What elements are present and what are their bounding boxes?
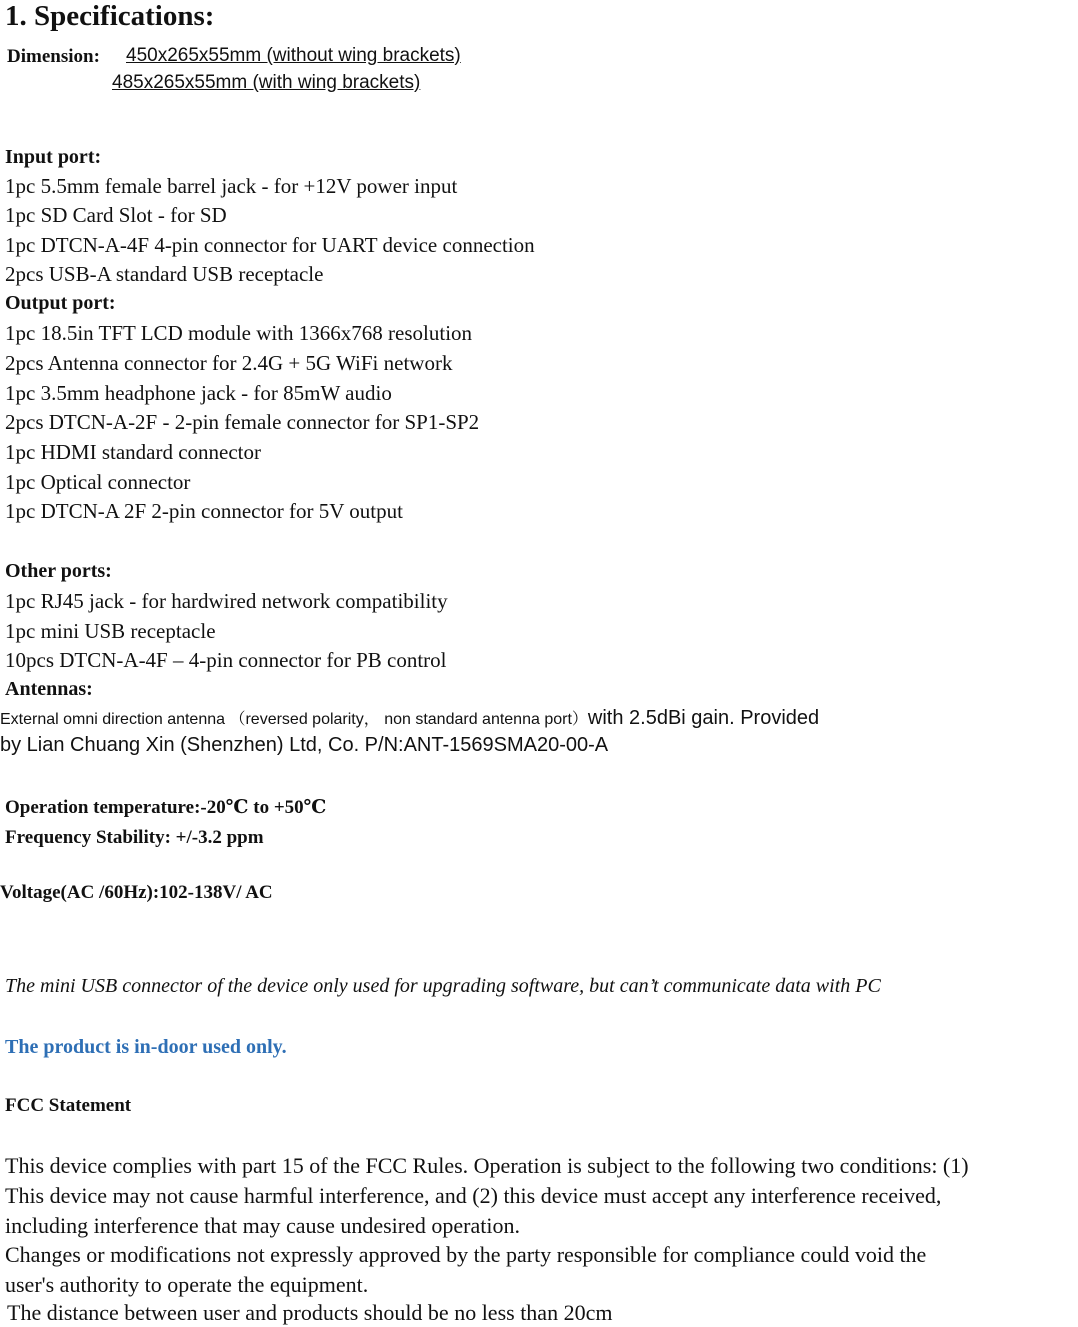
page-title: 1. Specifications: <box>5 0 215 32</box>
indoor-use-note: The product is in-door used only. <box>5 1036 287 1058</box>
output-port-heading: Output port: <box>5 292 116 314</box>
antennas-description-line <box>0 706 819 730</box>
input-port-item: 2pcs USB-A standard USB receptacle <box>5 262 324 286</box>
other-ports-item: 1pc RJ45 jack - for hardwired network compatibility <box>5 589 448 613</box>
fcc-statement-line: Changes or modifications not expressly approved by the party responsible for compliance could void the <box>5 1242 927 1267</box>
input-port-item: 1pc 5.5mm female barrel jack - for +12V power input <box>5 174 458 198</box>
other-ports-item: 10pcs DTCN-A-4F – 4-pin connector for PB control <box>5 648 447 672</box>
other-ports-item: 1pc mini USB receptacle <box>5 619 216 643</box>
output-port-item: 1pc 18.5in TFT LCD module with 1366x768 resolution <box>5 321 473 345</box>
voltage-spec: Voltage(AC /60Hz):102-138V/ AC <box>0 882 273 903</box>
antennas-heading: Antennas: <box>5 678 93 700</box>
fcc-distance-note: The distance between user and products should be no less than 20cm <box>7 1300 613 1325</box>
output-port-item: 1pc 3.5mm headphone jack - for 85mW audio <box>5 381 392 405</box>
output-port-item: 2pcs DTCN-A-2F - 2-pin female connector for SP1-SP2 <box>5 410 480 434</box>
fcc-heading: FCC Statement <box>5 1095 132 1116</box>
output-port-item: 1pc DTCN-A 2F 2-pin connector for 5V output <box>5 499 403 523</box>
other-ports-heading: Other ports: <box>5 560 112 582</box>
output-port-item: 1pc Optical connector <box>5 470 191 494</box>
dimension-value-without-brackets: 450x265x55mm (without wing brackets) <box>126 45 461 66</box>
output-port-item: 1pc HDMI standard connector <box>5 440 261 464</box>
dimension-label: Dimension: <box>7 46 100 67</box>
output-port-item: 2pcs Antenna connector for 2.4G + 5G WiFi network <box>5 351 453 375</box>
mini-usb-note: The mini USB connector of the device only used for upgrading software, but can’t communicate data with PC <box>5 975 881 997</box>
frequency-stability: Frequency Stability: +/-3.2 ppm <box>5 827 264 848</box>
dimension-value-with-brackets: 485x265x55mm (with wing brackets) <box>112 72 421 93</box>
input-port-item: 1pc SD Card Slot - for SD <box>5 203 227 227</box>
input-port-heading: Input port: <box>5 146 102 168</box>
input-port-item: 1pc DTCN-A-4F 4-pin connector for UART device connection <box>5 233 535 257</box>
antennas-provider-line: by Lian Chuang Xin (Shenzhen) Ltd, Co. P/N:ANT-1569SMA20-00-A <box>0 734 609 756</box>
fcc-statement-line: This device complies with part 15 of the FCC Rules. Operation is subject to the following two conditions: (1) <box>5 1153 969 1178</box>
antennas-description-large: with 2.5dBi gain. Provided <box>587 707 820 729</box>
fcc-statement-line: user's authority to operate the equipment. <box>5 1272 369 1297</box>
operation-temperature: Operation temperature:-20℃ to +50℃ <box>5 797 327 818</box>
fcc-statement-line: including interference that may cause undesired operation. <box>5 1213 520 1238</box>
fcc-statement-line: This device may not cause harmful interference, and (2) this device must accept any interference received, <box>5 1183 942 1208</box>
antennas-description-small: External omni direction antenna （reversed polarity， non standard antenna port） <box>0 711 588 728</box>
